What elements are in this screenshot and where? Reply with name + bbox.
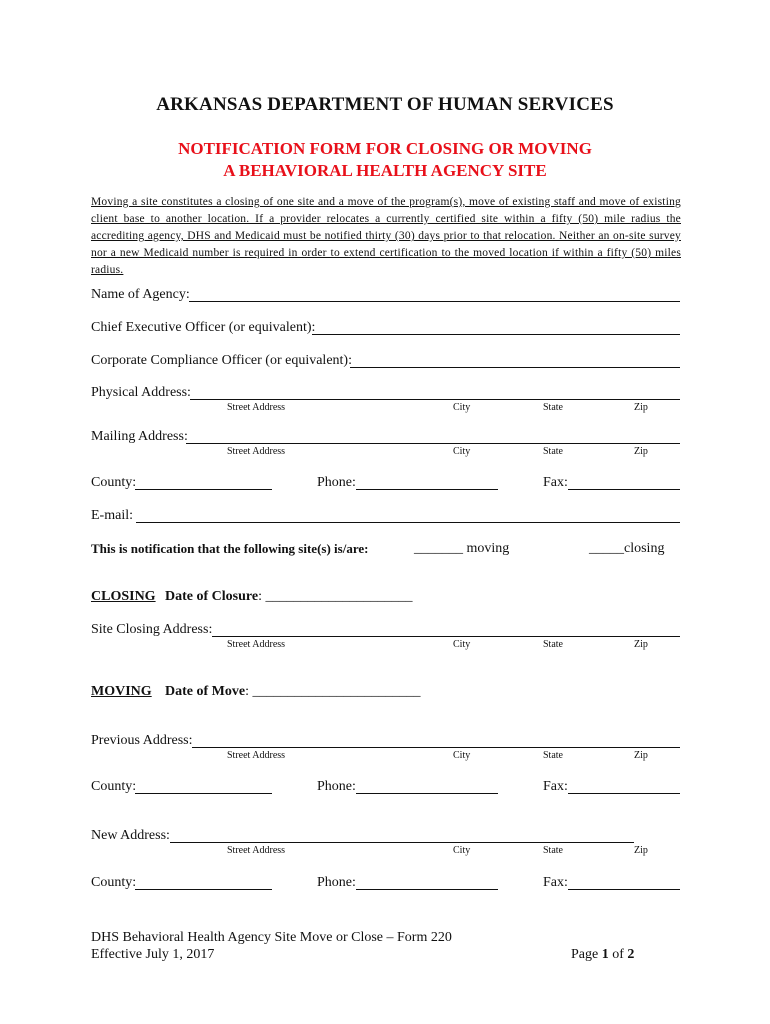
- new-fax-label: Fax:: [543, 875, 568, 890]
- agency-name-label: Name of Agency:: [91, 287, 190, 302]
- phone-label: Phone:: [317, 475, 356, 490]
- form-subtitle-line1: NOTIFICATION FORM FOR CLOSING OR MOVING: [178, 139, 592, 158]
- closing-city-sublabel: City: [453, 639, 471, 650]
- previous-address-field[interactable]: [192, 747, 680, 748]
- previous-street-sublabel: Street Address: [227, 750, 286, 761]
- new-county-label: County:: [91, 875, 137, 890]
- closing-option[interactable]: _____closing: [589, 541, 665, 556]
- new-county-field[interactable]: [135, 889, 272, 890]
- site-closing-address-field[interactable]: [212, 636, 680, 637]
- new-street-sublabel: Street Address: [227, 845, 286, 856]
- phone-field[interactable]: [356, 489, 498, 490]
- new-zip-sublabel: Zip: [634, 845, 648, 856]
- page-current: 1: [601, 947, 609, 962]
- move-date-label: Date of Move: [165, 684, 246, 699]
- new-address-label: New Address:: [91, 828, 170, 843]
- previous-address-label: Previous Address:: [91, 733, 193, 748]
- physical-city-sublabel: City: [453, 402, 471, 413]
- footer-effective-date: Effective July 1, 2017: [91, 947, 215, 962]
- physical-zip-sublabel: Zip: [634, 402, 648, 413]
- closure-date-row: [165, 589, 412, 605]
- closing-state-sublabel: State: [543, 639, 563, 650]
- page-total: 2: [627, 947, 635, 962]
- form-subtitle-line2: A BEHAVIORAL HEALTH AGENCY SITE: [223, 161, 547, 180]
- new-city-sublabel: City: [453, 845, 471, 856]
- email-field[interactable]: [136, 522, 680, 523]
- mailing-zip-sublabel: Zip: [634, 446, 648, 457]
- new-state-sublabel: State: [543, 845, 563, 856]
- compliance-officer-field[interactable]: [350, 367, 680, 368]
- previous-state-sublabel: State: [543, 750, 563, 761]
- mailing-address-label: Mailing Address:: [91, 429, 188, 444]
- move-date-row: [165, 684, 420, 700]
- page-number: [571, 947, 634, 963]
- previous-phone-label: Phone:: [317, 779, 356, 794]
- closure-date-field[interactable]: : _____________________: [258, 589, 413, 604]
- moving-option[interactable]: _______ moving: [414, 541, 510, 556]
- closing-street-sublabel: Street Address: [227, 639, 286, 650]
- previous-fax-field[interactable]: [568, 793, 680, 794]
- footer-form-name: DHS Behavioral Health Agency Site Move or Close – Form 220: [91, 930, 452, 945]
- mailing-city-sublabel: City: [453, 446, 471, 457]
- previous-phone-field[interactable]: [356, 793, 498, 794]
- physical-street-sublabel: Street Address: [227, 402, 286, 413]
- page-mid: of: [608, 947, 628, 962]
- closure-date-label: Date of Closure: [165, 589, 259, 604]
- agency-name-field[interactable]: [189, 301, 680, 302]
- new-phone-label: Phone:: [317, 875, 356, 890]
- mailing-state-sublabel: State: [543, 446, 563, 457]
- previous-city-sublabel: City: [453, 750, 471, 761]
- previous-county-label: County:: [91, 779, 137, 794]
- new-phone-field[interactable]: [356, 889, 498, 890]
- page-prefix: Page: [571, 947, 602, 962]
- county-label: County:: [91, 475, 137, 490]
- physical-state-sublabel: State: [543, 402, 563, 413]
- move-date-field[interactable]: : ________________________: [245, 684, 421, 699]
- fax-field[interactable]: [568, 489, 680, 490]
- physical-address-field[interactable]: [190, 399, 680, 400]
- notification-statement: This is notification that the following site(s) is/are:: [91, 541, 369, 556]
- physical-address-label: Physical Address:: [91, 385, 191, 400]
- previous-zip-sublabel: Zip: [634, 750, 648, 761]
- compliance-officer-label: Corporate Compliance Officer (or equivalent):: [91, 353, 352, 368]
- ceo-field[interactable]: [312, 334, 680, 335]
- new-fax-field[interactable]: [568, 889, 680, 890]
- email-label: E-mail:: [91, 508, 133, 523]
- new-address-field[interactable]: [170, 842, 634, 843]
- mailing-address-field[interactable]: [186, 443, 680, 444]
- previous-county-field[interactable]: [135, 793, 272, 794]
- page-title: ARKANSAS DEPARTMENT OF HUMAN SERVICES: [156, 94, 614, 115]
- closing-zip-sublabel: Zip: [634, 639, 648, 650]
- county-field[interactable]: [135, 489, 272, 490]
- fax-label: Fax:: [543, 475, 568, 490]
- moving-heading: MOVING: [91, 684, 152, 699]
- ceo-label: Chief Executive Officer (or equivalent):: [91, 320, 316, 335]
- site-closing-address-label: Site Closing Address:: [91, 622, 213, 637]
- intro-paragraph: Moving a site constitutes a closing of one site and a move of the program(s), move of existing staff and move of existing client base to another location. If a provider relocates a currently certified site within a fifty (50) mile radius the accrediting agency, DHS and Medicaid must be notified thirty (30) days prior to that relocation. Neither an on-site survey nor a new Medicaid number is required in order to extend certification to the moved location if within a fifty (50) miles radius.: [91, 196, 681, 276]
- previous-fax-label: Fax:: [543, 779, 568, 794]
- closing-heading: CLOSING: [91, 589, 156, 604]
- mailing-street-sublabel: Street Address: [227, 446, 286, 457]
